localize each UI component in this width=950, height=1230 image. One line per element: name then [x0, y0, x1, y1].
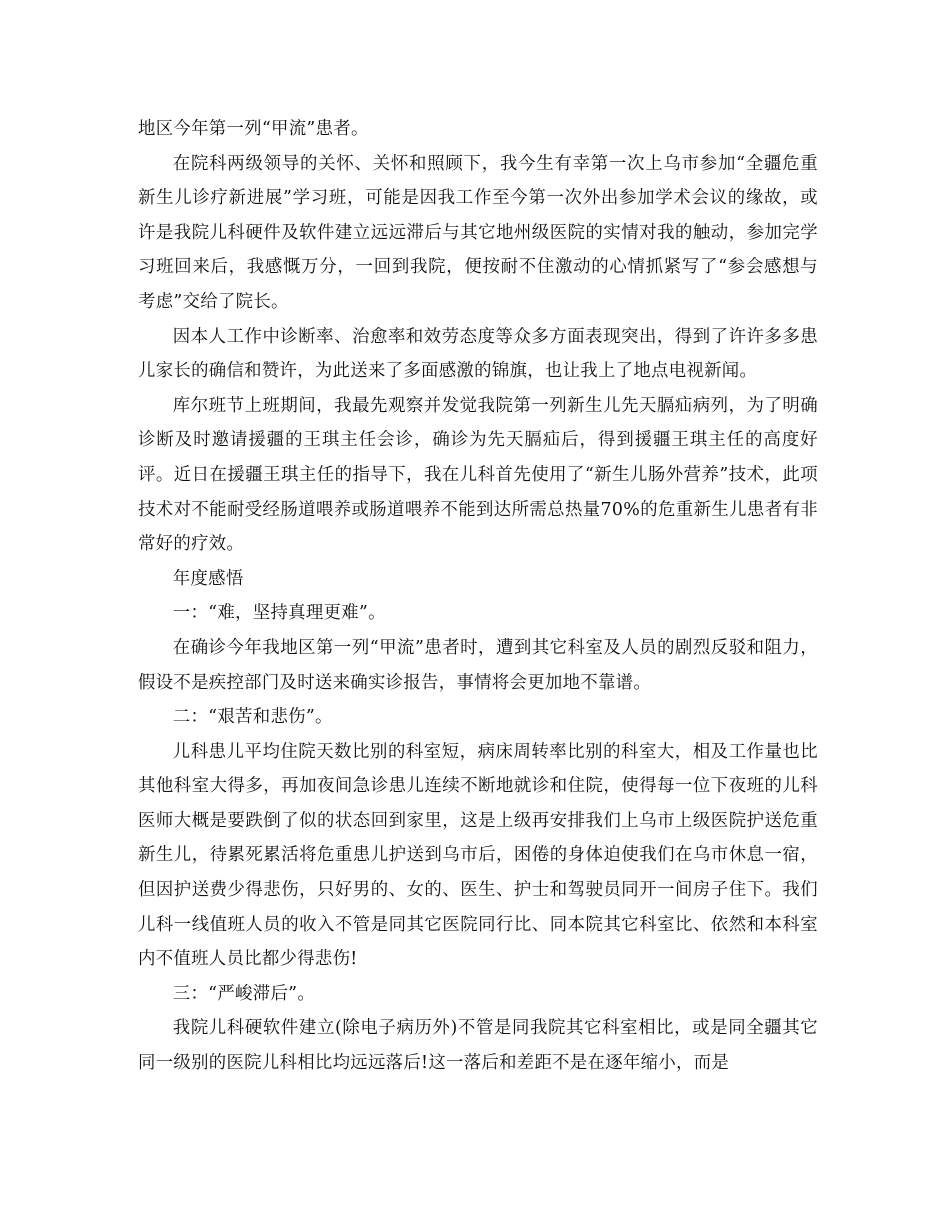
point-three-heading: 三：“严峻滞后”。	[172, 983, 316, 1004]
paragraph-point-two: 儿科患儿平均住院天数比别的科室短，病床周转率比别的科室大，相及工作量也比其他科室大得多，再加夜间急诊患儿连续不断地就诊和住院，使得每一位下夜班的儿科医师大概是要跌倒了似的状态回到家里，这是上级再安排我们上乌市上级医院护送危重新生儿，待累死累活将危重患儿护送到乌市后，困倦的身体迫使我们在乌市休息一宿，但因护送费少得悲伤，只好男的、女的、医生、护士和驾驶员同开一间房子住下。我们儿科一线值班人员的收入不管是同其它医院同行比、同本院其它科室比、依然和本科室内不值班人员比都少得悲伤!	[138, 741, 818, 970]
paragraph-diaphragmatic-hernia: 库尔班节上班期间，我最先观察并发觉我院第一列新生儿先天膈疝病列，为了明确诊断及时邀请援疆的王琪主任会诊，确诊为先天膈疝后，得到援疆王琪主任的高度好评。近日在援疆王琪主任的指导下，我在儿科首先使用了“新生儿肠外营养”技术，此项技术对不能耐受经肠道喂养或肠道喂养不能到达所需总热量70%的危重新生儿患者有非常好的疗效。	[138, 395, 818, 555]
paragraph-continuation: 地区今年第一列“甲流”患者。	[138, 119, 369, 139]
section-heading-annual-insight: 年度感悟	[172, 568, 244, 589]
paragraph-point-one: 在确诊今年我地区第一列“甲流”患者时，遭到其它科室及人员的剧烈反驳和阻力，假设不是疾控部门及时送来确实诊报告，事情将会更加地不靠谱。	[138, 637, 818, 693]
point-one-heading: 一：“难，坚持真理更难”。	[172, 603, 386, 624]
paragraph-point-three: 我院儿科硬软件建立(除电子病历外)不管是同我院其它科室相比，或是同全疆其它同一级别的医院儿科相比均远远落后!这一落后和差距不是在逐年缩小，而是	[138, 1018, 818, 1074]
paragraph-recognition: 因本人工作中诊断率、治愈率和效劳态度等众多方面表现突出，得到了许许多多患儿家长的确信和赞许，为此送来了多面感激的锦旗，也让我上了地点电视新闻。	[138, 326, 818, 382]
document-body	[138, 112, 818, 1081]
point-two-heading: 二：“艰苦和悲伤”。	[172, 707, 333, 728]
paragraph-study-class: 在院科两级领导的关怀、关怀和照顾下，我今生有幸第一次上乌市参加“全疆危重新生儿诊疗新进展”学习班，可能是因我工作至今第一次外出参加学术会议的缘故，或许是我院儿科硬件及软件建立远远滞后与其它地州级医院的实情对我的触动，参加完学习班回来后，我感慨万分，一回到我院，便按耐不住激动的心情抓紧写了“参会感想与考虑”交给了院长。	[138, 153, 818, 312]
